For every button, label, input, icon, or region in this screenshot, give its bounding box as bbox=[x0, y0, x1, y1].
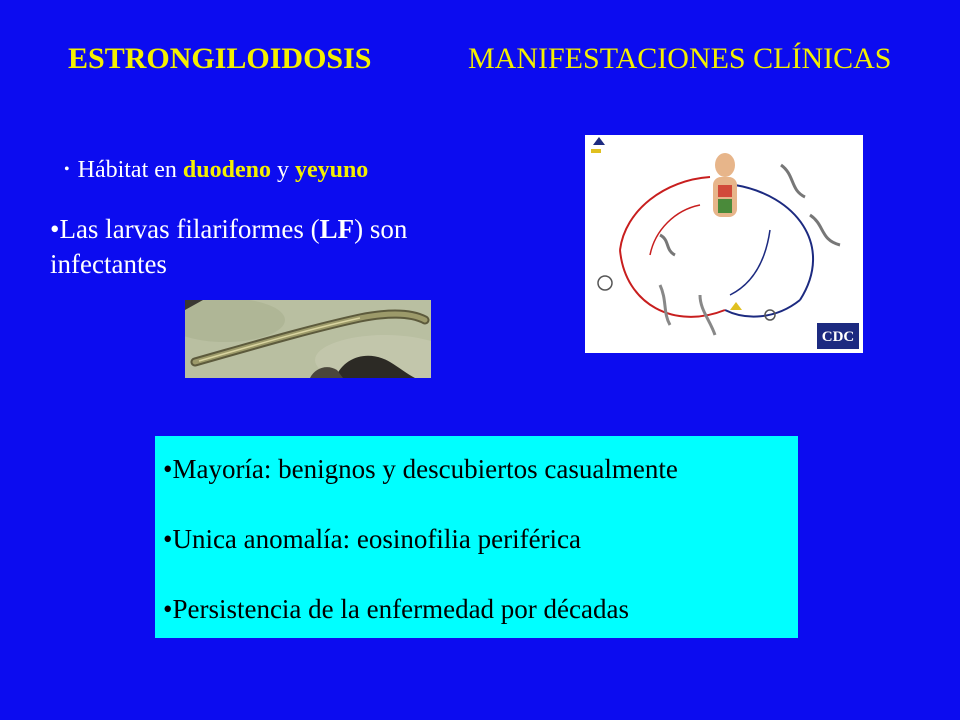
habitat-middle: y bbox=[270, 157, 295, 183]
bullet-marker: • bbox=[64, 161, 70, 178]
larva-micrograph bbox=[185, 300, 431, 378]
habitat-term-yeyuno: yeyuno bbox=[294, 157, 369, 183]
summary-item-persistence: •Persistencia de la enfermedad por décadas bbox=[163, 594, 629, 624]
habitat-term-duodeno: duodeno bbox=[182, 157, 271, 183]
cdc-logo: CDC bbox=[821, 329, 855, 345]
larvae-prefix: •Las larvas filariformes ( bbox=[50, 214, 320, 244]
habitat-prefix: Hábitat en bbox=[77, 157, 183, 183]
summary-item-eosinophilia: •Unica anomalía: eosinofilia periférica bbox=[163, 524, 582, 554]
life-cycle-drawing bbox=[585, 135, 863, 353]
larvae-abbrev: LF bbox=[319, 214, 355, 244]
larvae-suffix: ) son infectantes bbox=[50, 214, 408, 279]
bullet-larvae bbox=[50, 212, 490, 282]
title-section: MANIFESTACIONES CLÍNICAS bbox=[468, 42, 892, 75]
larva-micrograph-drawing bbox=[185, 300, 431, 378]
life-cycle-diagram bbox=[585, 135, 863, 353]
summary-item-benign: •Mayoría: benignos y descubiertos casualmente bbox=[163, 454, 678, 484]
title-disease: ESTRONGILOIDOSIS bbox=[68, 42, 372, 75]
clinical-summary-box bbox=[155, 436, 798, 638]
bullet-habitat bbox=[64, 157, 368, 184]
